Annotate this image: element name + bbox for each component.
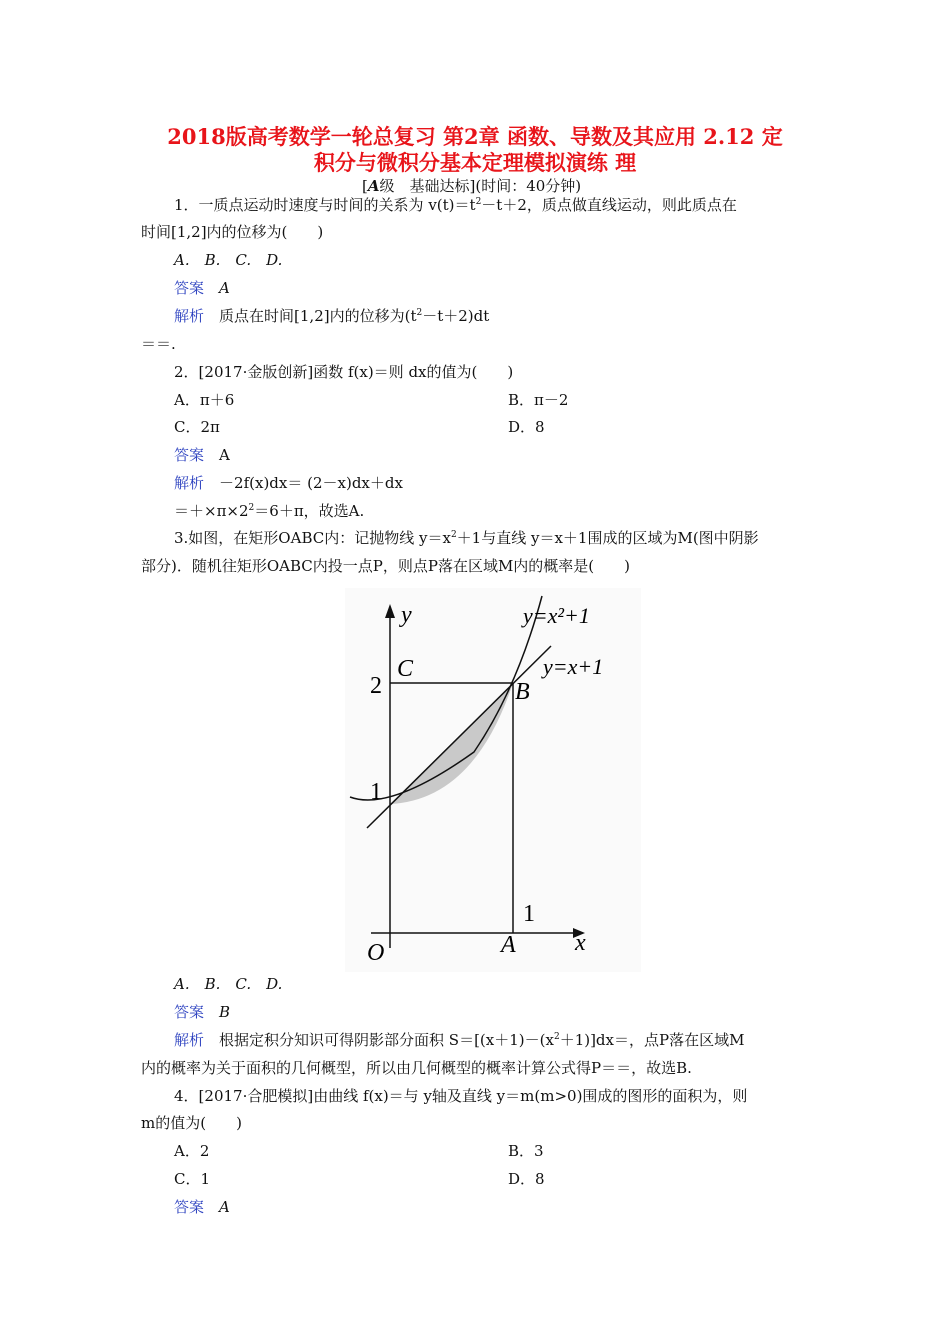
q1-answer: 答案 A xyxy=(174,279,230,297)
tick-label-2: 2 xyxy=(370,673,382,699)
origin-label: O xyxy=(367,940,385,966)
curve-label: y=x²+1 xyxy=(523,603,590,628)
line-label: y=x+1 xyxy=(543,654,604,679)
q3-figure xyxy=(345,588,641,972)
q2-option-c: C．2π xyxy=(174,418,220,436)
q2-option-a: A．π＋6 xyxy=(174,391,235,409)
q4-stem-line-2: m的值为( ) xyxy=(141,1114,242,1132)
point-b-label: B xyxy=(515,679,530,705)
q2-answer: 答案 A xyxy=(174,446,230,464)
q3-stem-line-1: 3.如图，在矩形OABC内：记抛物线 $y=x^2+1$与直线 y＝x＋1围成的区域为M(图中阴影 xyxy=(174,529,759,547)
q3-analysis-line-1: 解析 根据定积分知识可得阴影部分面积 $S=[(x+1)-(x^2+1)]dx=$，点P落在区域M xyxy=(174,1031,745,1049)
tick-label-1-y: 1 xyxy=(370,779,382,805)
q3-stem-line-2: 部分)．随机往矩形OABC内投一点P，则点P落在区域M内的概率是( ) xyxy=(141,557,631,575)
q4-option-d: D．8 xyxy=(508,1170,545,1188)
q1-options: A. B. C. D. xyxy=(174,251,283,269)
level-heading: [A级 基础达标](时间：40分钟) xyxy=(362,177,582,195)
q1-stem-line-2: 时间[1,2]内的位移为( ) xyxy=(141,223,324,241)
q1-analysis-line-1: 解析 质点在时间[1,2]内的位移为$(t^2-t+2)dt$ xyxy=(174,307,490,325)
q2-option-b: B．π－2 xyxy=(508,391,569,409)
title-line-2: 积分与微积分基本定理模拟演练 理 xyxy=(313,150,637,175)
point-a-label: A xyxy=(501,932,516,958)
q1-stem-line-1: 1．一质点运动时速度与时间的关系为 $v(t)=t^2-t+2$，质点做直线运动，则此质点在 xyxy=(174,196,737,214)
x-axis-label: x xyxy=(575,930,586,956)
q2-option-d: D．8 xyxy=(508,418,545,436)
y-axis-label: y xyxy=(401,602,412,628)
q3-options: A. B. C. D. xyxy=(174,975,283,993)
q3-analysis-line-2: 内的概率为关于面积的几何概型，所以由几何概型的概率计算公式得P＝＝，故选B. xyxy=(141,1059,692,1077)
q4-option-a: A．2 xyxy=(174,1142,210,1160)
title-line-1: 2018版高考数学一轮总复习 第2章 函数、导数及其应用 2.12 定 xyxy=(167,124,783,149)
q2-analysis-line-2: $=+\times\pi\times 2^2=6+\pi$，故选A. xyxy=(174,502,365,520)
q4-option-b: B．3 xyxy=(508,1142,544,1160)
q3-answer: 答案 B xyxy=(174,1003,231,1021)
q2-analysis-line-1: 解析 －2f(x)dx＝ (2－x)dx＋dx xyxy=(174,474,403,492)
q1-analysis-line-2: ＝＝. xyxy=(141,335,176,353)
q4-answer: 答案 A xyxy=(174,1198,230,1216)
q2-stem: 2．[2017·金版创新]函数 f(x)＝则 dx的值为( ) xyxy=(174,363,514,381)
q4-option-c: C．1 xyxy=(174,1170,211,1188)
q4-stem-line-1: 4．[2017·合肥模拟]由曲线 f(x)＝与 y轴及直线 y＝m(m>0)围成的图形的面积为，则 xyxy=(174,1087,748,1105)
point-c-label: C xyxy=(397,656,414,682)
tick-label-1-x: 1 xyxy=(523,901,535,927)
